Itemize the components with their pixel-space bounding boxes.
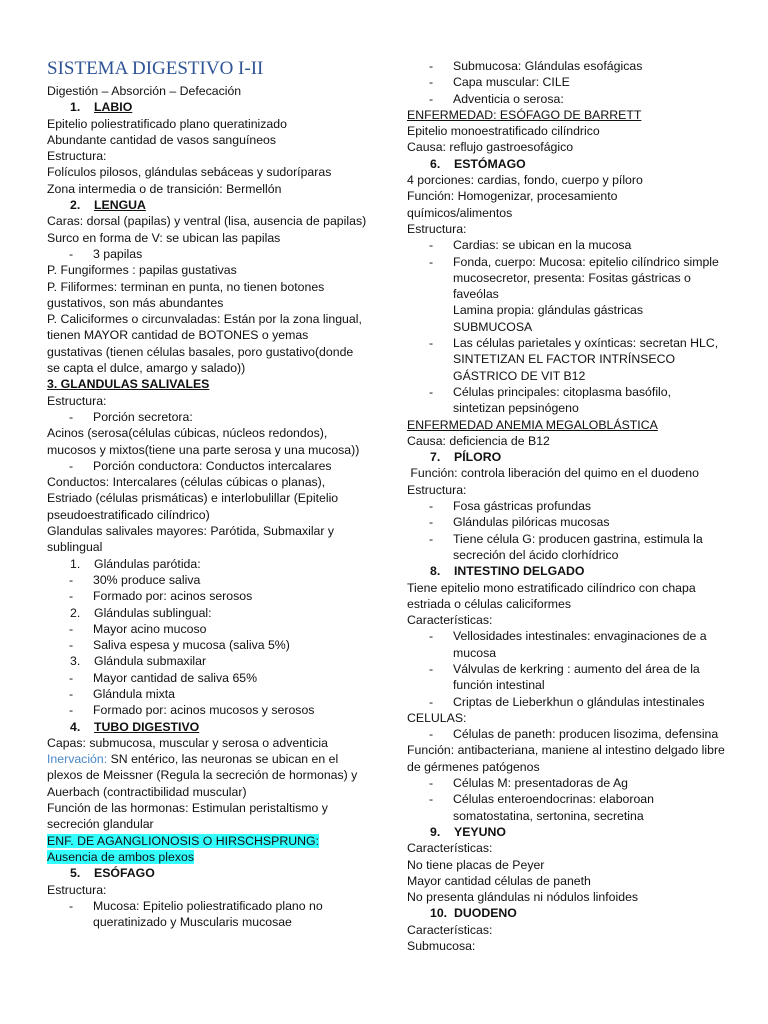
list-item-text: Las células parietales y oxínticas: secretan HLC, SINTETIZAN EL FACTOR INTRÍNSECO GÁSTRICO DE VIT B12: [453, 336, 719, 383]
text-line: Estructura:: [47, 882, 107, 897]
list-item: [47, 702, 367, 718]
dash-bullet: -: [69, 572, 74, 587]
list-item: [407, 531, 725, 564]
section-number: 9.: [430, 824, 441, 839]
item-text: Glándula submaxilar: [94, 654, 207, 669]
list-item: [407, 237, 725, 253]
list-item: [47, 686, 367, 702]
section-number: 7.: [430, 450, 441, 465]
list-item: [407, 661, 725, 694]
dash-bullet: -: [69, 458, 74, 473]
list-item: [47, 246, 367, 262]
list-item: [47, 670, 367, 686]
dash-bullet: -: [429, 515, 434, 530]
text-line: Abundante cantidad de vasos sanguíneos: [47, 132, 277, 147]
list-item: [407, 775, 725, 791]
section-title: DUODENO: [454, 906, 517, 921]
item-number: 2.: [70, 605, 81, 620]
text-line-inervacion: [47, 751, 367, 800]
dash-bullet: -: [429, 384, 434, 399]
dash-bullet: -: [429, 499, 434, 514]
text-line: Capas: submucosa, muscular y serosa o adventicia: [47, 735, 328, 750]
subtitle: Digestión – Absorción – Defecación: [47, 84, 242, 98]
list-item: [47, 588, 367, 604]
text-line: Estructura:: [47, 393, 107, 408]
text-line: P. Fungiformes : papilas gustativas: [47, 263, 237, 278]
highlighted-text: ENF. DE AGANGLIONOSIS O HIRSCHSPRUNG: Ausencia de ambos plexos: [47, 833, 319, 864]
text-line: Mayor cantidad células de paneth: [407, 873, 591, 888]
section-title: LABIO: [94, 100, 133, 115]
list-item: [407, 628, 725, 661]
section-number: 1.: [70, 100, 81, 115]
text-line: Tiene epitelio mono estratificado cilíndrico con chapa estriada o células caliciformes: [407, 580, 696, 611]
list-item-text: Células enteroendocrinas: elaboroan somatostatina, sertonina, secretina: [453, 792, 654, 823]
list-item: [407, 694, 725, 710]
text-line: Conductos: Intercalares (células cúbicas o planas), Estriado (células prismáticas) e interlobulillar (Epitelio pseudoestratificado cilíndrico): [47, 475, 339, 522]
text-line: CELULAS:: [407, 710, 467, 725]
list-item: [47, 409, 367, 425]
list-item-text: Capa muscular: CILE: [453, 75, 570, 90]
section-heading-lengua: [47, 197, 367, 213]
item-text: Glándulas sublingual:: [94, 605, 212, 620]
dash-bullet: -: [429, 727, 434, 742]
dash-bullet: -: [69, 670, 74, 685]
list-item: [407, 74, 725, 90]
section-title: ESTÓMAGO: [454, 156, 526, 171]
dash-bullet: -: [69, 246, 74, 261]
list-item-text: Adventicia o serosa:: [453, 91, 564, 106]
list-item: [407, 335, 725, 384]
dash-bullet: -: [429, 238, 434, 253]
text-line: Folículos pilosos, glándulas sebáceas y sudoríparas: [47, 165, 332, 180]
list-item-text: Formado por: acinos mucosos y serosos: [93, 703, 315, 718]
list-item-text: Células de paneth: producen lisozima, defensina: [453, 727, 719, 742]
text-line: Características:: [407, 613, 493, 628]
list-item: [47, 458, 367, 474]
list-item-text: Porción conductora: Conductos intercalares: [93, 458, 332, 473]
section-heading-esofago: [47, 865, 367, 881]
section-heading-tubo-digestivo: [47, 719, 367, 735]
section-heading-piloro: [407, 449, 725, 465]
list-item-text: Mayor acino mucoso: [93, 621, 207, 636]
section-number: 5.: [70, 866, 81, 881]
text-line: Surco en forma de V: se ubican las papilas: [47, 230, 281, 245]
dash-bullet: -: [429, 531, 434, 546]
dash-bullet: -: [429, 776, 434, 791]
list-item: [407, 91, 725, 107]
text-line: No tiene placas de Peyer: [407, 857, 545, 872]
text-line: Estructura:: [407, 221, 467, 236]
list-item: [47, 572, 367, 588]
text-line: Función de las hormonas: Estimulan peristaltismo y secreción glandular: [47, 801, 328, 832]
list-item: [407, 58, 725, 74]
list-item: [47, 621, 367, 637]
section-heading-labio: [47, 99, 367, 115]
list-item-text: Mayor cantidad de saliva 65%: [93, 670, 258, 685]
text-line: Epitelio poliestratificado plano queratinizado: [47, 116, 287, 131]
indented-line: Lamina propia: glándulas gástricas: [453, 303, 644, 318]
list-item-text: Mucosa: Epitelio poliestratificado plano no queratinizado y Muscularis mucosae: [93, 898, 323, 930]
disease-heading-anemia: ENFERMEDAD ANEMIA MEGALOBLÁSTICA: [407, 417, 658, 432]
text-line: Acinos (serosa(células cúbicas, núcleos redondos), mucosos y mixtos(tiene una parte serosa y una mucosa)): [47, 426, 360, 457]
text-line: Características:: [407, 841, 493, 856]
section-number: 10.: [430, 906, 448, 921]
list-item-text: Porción secretora:: [93, 409, 193, 424]
text-line: Zona intermedia o de transición: Bermellón: [47, 181, 282, 196]
section-number: 6.: [430, 156, 441, 171]
dash-bullet: -: [69, 589, 74, 604]
text-line: P. Filiformes: terminan en punta, no tienen botones gustativos, son más abundantes: [47, 279, 325, 310]
dash-bullet: -: [429, 792, 434, 807]
left-column: [47, 56, 367, 930]
list-item-text: Submucosa: Glándulas esofágicas: [453, 59, 643, 73]
text-line: Estructura:: [47, 149, 107, 164]
section-title: YEYUNO: [454, 824, 506, 839]
list-item: [407, 726, 725, 742]
list-item-text: Células M: presentadoras de Ag: [453, 776, 628, 791]
text-line: Función: Homogenizar, procesamiento químicos/alimentos: [407, 189, 618, 220]
text-line: No presenta glándulas ni nódulos linfoides: [407, 890, 639, 905]
text-line: Características:: [407, 922, 493, 937]
text-line: Función: controla liberación del quimo en el duodeno: [407, 466, 699, 481]
dash-bullet: -: [69, 703, 74, 718]
list-item-text: Glándulas pilóricas mucosas: [453, 515, 610, 530]
dash-bullet: -: [429, 661, 434, 676]
list-item-text: Fonda, cuerpo: Mucosa: epitelio cilíndrico simple mucosecretor, presenta: Fositas gástricas o faveólas: [453, 254, 719, 302]
section-heading-yeyuno: [407, 824, 725, 840]
list-item: [407, 254, 725, 303]
list-item-text: Formado por: acinos serosos: [93, 589, 253, 604]
dash-bullet: -: [429, 59, 434, 73]
text-line: P. Caliciformes o circunvaladas: Están por la zona lingual, tienen MAYOR cantidad de BOTONES o yemas gustativas (tienen células basales, poro gustativo(donde se capta el dulce, amargo y salado)): [47, 312, 362, 376]
text-line: Estructura:: [407, 482, 467, 497]
list-item-text: Células principales: citoplasma basófilo, sintetizan pepsinógeno: [453, 384, 672, 416]
section-number: 8.: [430, 564, 441, 579]
section-number: 4.: [70, 719, 81, 734]
highlighted-disease-line: [47, 833, 367, 866]
section-heading-intestino-delgado: [407, 563, 725, 579]
inervacion-text: SN entérico, las neuronas se ubican en el plexos de Meissner (Regula la secreción de hormonas) y Auerbach (contractibilidad muscular): [47, 752, 358, 799]
disease-heading-barrett: ENFERMEDAD: ESÓFAGO DE BARRETT: [407, 107, 642, 122]
dash-bullet: -: [429, 336, 434, 351]
dash-bullet: -: [69, 638, 74, 653]
right-column: [407, 58, 725, 954]
list-item: [407, 498, 725, 514]
dash-bullet: -: [69, 621, 74, 636]
list-item: [407, 514, 725, 530]
list-item-text: Vellosidades intestinales: envaginaciones de a mucosa: [453, 629, 707, 660]
text-line: 4 porciones: cardias, fondo, cuerpo y píloro: [407, 173, 643, 188]
list-item-text: Saliva espesa y mucosa (saliva 5%): [93, 638, 290, 653]
numbered-item: [47, 653, 367, 669]
list-item: [47, 637, 367, 653]
list-item: [407, 791, 725, 824]
dash-bullet: -: [69, 686, 74, 701]
document-title: SISTEMA DIGESTIVO I-II: [47, 58, 264, 79]
dash-bullet: -: [429, 75, 434, 90]
item-number: 1.: [70, 556, 81, 571]
text-line: Función: antibacteriana, maniene al intestino delgado libre de gérmenes patógenos: [407, 743, 725, 774]
list-item-text: Glándula mixta: [93, 686, 176, 701]
text-line: Submucosa:: [407, 939, 476, 954]
section-title: INTESTINO DELGADO: [454, 564, 585, 579]
list-item-text: Tiene célula G: producen gastrina, estimula la secreción del ácido clorhídrico: [453, 531, 703, 562]
list-item-text: Fosa gástricas profundas: [453, 499, 592, 514]
list-item-text: 30% produce saliva: [93, 572, 201, 587]
list-item: [407, 384, 725, 417]
dash-bullet: -: [69, 898, 74, 913]
dash-bullet: -: [429, 629, 434, 644]
item-text: Glándulas parótida:: [94, 556, 201, 571]
list-item-text: Cardias: se ubican en la mucosa: [453, 238, 632, 253]
dash-bullet: -: [429, 254, 434, 269]
section-heading-estomago: [407, 156, 725, 172]
section-title: LENGUA: [94, 198, 146, 213]
text-line: Caras: dorsal (papilas) y ventral (lisa, ausencia de papilas): [47, 214, 367, 229]
numbered-item: [47, 556, 367, 572]
list-item-text: Criptas de Lieberkhun o glándulas intestinales: [453, 694, 705, 709]
section-title: ESÓFAGO: [94, 866, 155, 881]
list-item-text: Válvulas de kerkring : aumento del área de la función intestinal: [453, 661, 700, 693]
text-line: Causa: deficiencia de B12: [407, 433, 550, 448]
item-number: 3.: [70, 654, 81, 669]
text-line: Glandulas salivales mayores: Parótida, Submaxilar y sublingual: [47, 524, 335, 555]
text-line: Causa: reflujo gastroesofágico: [407, 140, 574, 155]
dash-bullet: -: [429, 694, 434, 709]
inervacion-label: Inervación:: [47, 752, 108, 767]
numbered-item: [47, 605, 367, 621]
section-title: PÍLORO: [454, 450, 502, 465]
list-item-text: 3 papilas: [93, 246, 143, 261]
indented-line: SUBMUCOSA: [453, 319, 533, 334]
section-heading-duodeno: [407, 905, 725, 921]
section-title: TUBO DIGESTIVO: [94, 719, 200, 734]
text-line: Epitelio monoestratificado cilíndrico: [407, 124, 600, 139]
section-number: 2.: [70, 198, 81, 213]
section-heading-glandulas: 3. GLANDULAS SALIVALES: [47, 377, 210, 392]
dash-bullet: -: [69, 409, 74, 424]
dash-bullet: -: [429, 91, 434, 106]
list-item: [47, 898, 367, 931]
